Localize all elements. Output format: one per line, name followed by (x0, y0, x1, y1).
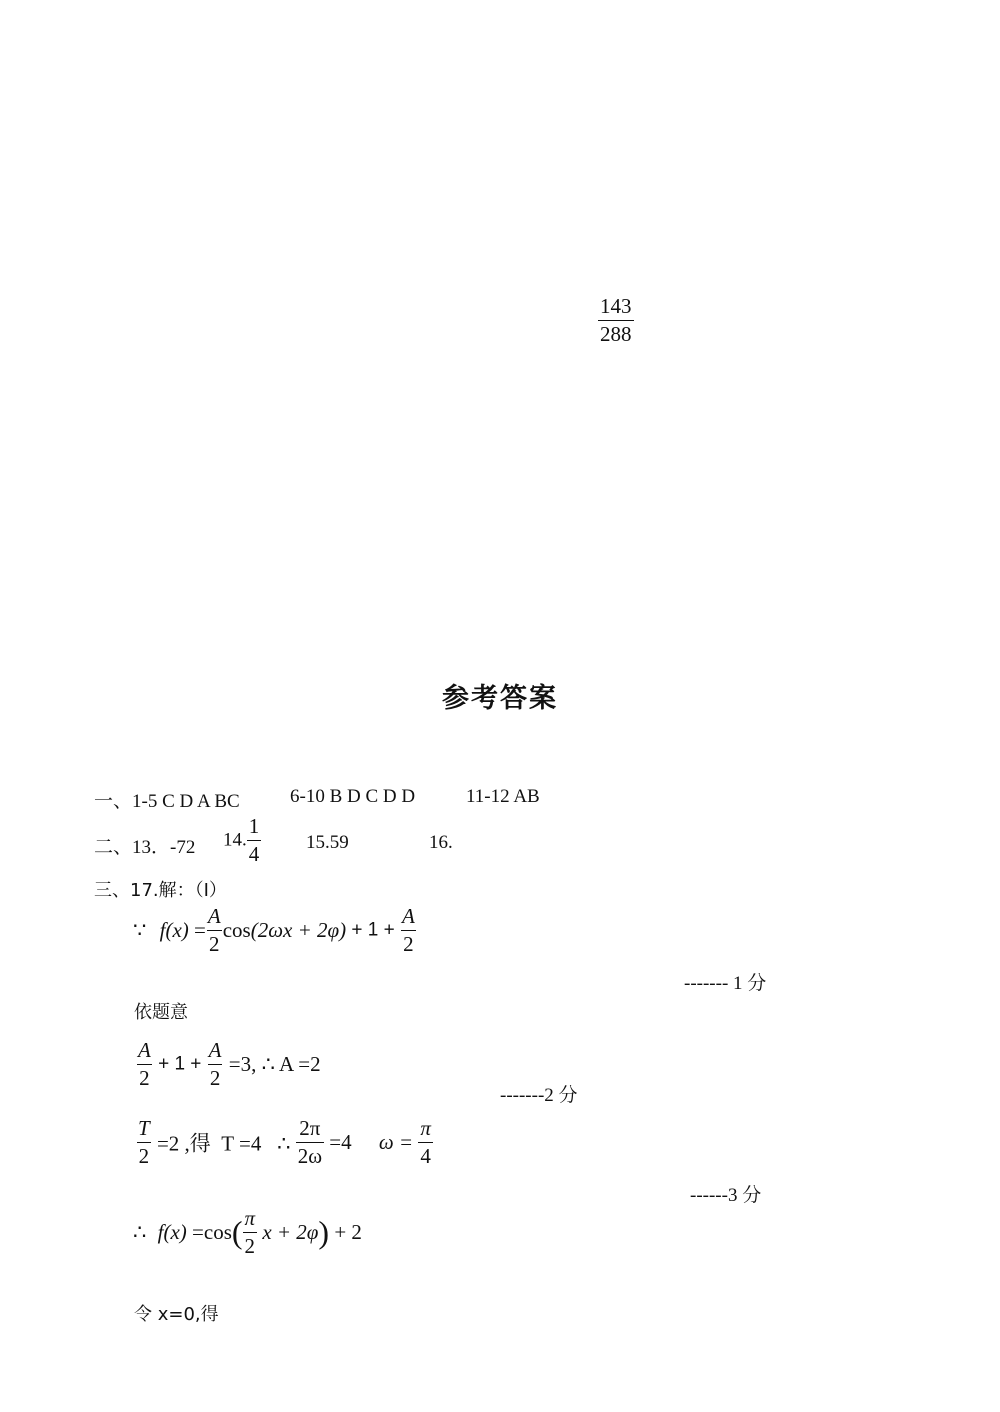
eq3-omega: ω = (378, 1130, 414, 1154)
equation-2 (136, 1040, 321, 1089)
eq3-frac2-den: 2ω (297, 1144, 323, 1168)
eq2-frac2-den: 2 (209, 1066, 221, 1090)
answer-14 (223, 816, 261, 865)
top-fraction (598, 296, 634, 345)
section-1-prefix: 一、 (94, 790, 133, 812)
eq2-frac1-num: A (138, 1038, 151, 1062)
equation-4 (133, 1208, 362, 1257)
eq3-frac1-den: 2 (138, 1144, 150, 1168)
eq3-frac1-num: T (138, 1116, 150, 1140)
section-2-prefix: 二、 (94, 836, 133, 858)
eq3-text2: =4 (329, 1130, 352, 1154)
fraction-denominator: 288 (600, 322, 632, 346)
eq2-frac1-den: 2 (139, 1066, 150, 1090)
therefore-symbol: ∴ (133, 1220, 147, 1244)
eq1-inner: (2ωx + 2φ) (250, 918, 347, 942)
answer-14-numerator: 1 (248, 814, 260, 838)
eq4-f: f (157, 1220, 164, 1244)
answer-16: 16. (429, 832, 453, 853)
answer-15: 15.59 (306, 832, 349, 853)
eq2-tail: =3, ∴ A =2 (228, 1052, 321, 1076)
eq1-frac2-num: A (401, 904, 415, 928)
eq1-cos: cos (222, 918, 251, 942)
answer-13: 13．-72 (132, 837, 196, 858)
eq3-frac2-num: 2π (299, 1116, 321, 1140)
eq4-arg: (x) (163, 1220, 187, 1244)
yiti-label: 依题意 (134, 1002, 188, 1023)
eq1-equals: = (194, 918, 206, 942)
eq1-frac-num: A (207, 904, 221, 928)
eq4-tail: + 2 (334, 1220, 362, 1244)
eq4-frac-den: 2 (244, 1234, 256, 1258)
eq3-frac3-den: 4 (420, 1144, 431, 1168)
right-paren: ) (318, 1214, 330, 1250)
score-2: -------2 分 (500, 1085, 578, 1106)
answers-6-10: 6-10 B D C D D (290, 786, 416, 807)
eq4-equals-cos: =cos (192, 1220, 232, 1244)
eq3-frac3-num: π (420, 1116, 431, 1140)
eq3-text1: =2 ,得 T =4 ∴ (156, 1131, 291, 1156)
eq2-frac2-num: A (208, 1038, 222, 1062)
answers-11-12: 11-12 AB (466, 786, 540, 807)
equation-3 (136, 1118, 433, 1167)
eq2-mid: + 1 + (158, 1053, 202, 1075)
answer-14-label: 14. (223, 829, 247, 851)
page-title: 参考答案 (442, 683, 558, 714)
answer-14-denominator: 4 (248, 842, 260, 866)
eq1-frac-den: 2 (209, 932, 220, 956)
ling-line: 令 x=0,得 (134, 1304, 219, 1325)
eq1-f: f (159, 918, 166, 942)
eq1-arg: (x) (165, 918, 189, 942)
section-2-line (94, 832, 195, 859)
equation-1 (133, 906, 417, 955)
because-symbol: ∵ (133, 918, 147, 942)
answers-1-5: 1-5 C D A BC (132, 791, 240, 812)
eq4-frac-num: π (244, 1206, 256, 1230)
eq1-frac2-den: 2 (403, 932, 414, 956)
score-1: ------- 1 分 (684, 973, 767, 994)
eq1-plus: + 1 + (351, 919, 395, 941)
eq4-inner: x + 2φ (262, 1220, 319, 1244)
left-paren: ( (231, 1214, 243, 1250)
section-1-line (94, 786, 240, 813)
section-3-heading: 三、17.解：（Ⅰ） (94, 880, 227, 901)
fraction-numerator: 143 (600, 294, 632, 318)
score-3: ------3 分 (690, 1185, 762, 1206)
